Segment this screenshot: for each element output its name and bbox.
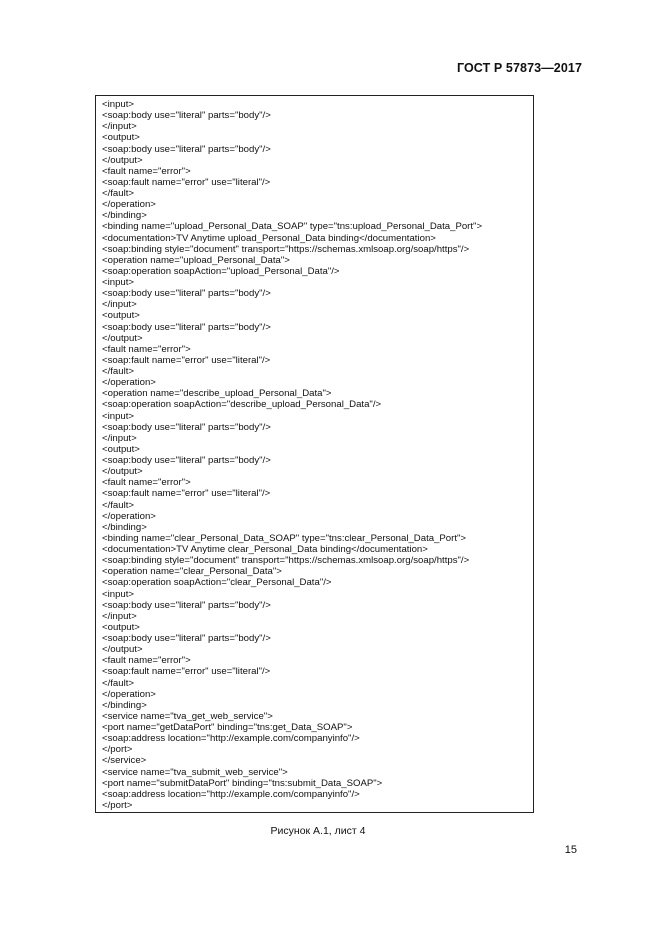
code-line: </input> xyxy=(102,121,137,133)
code-line: </output> xyxy=(102,154,143,166)
code-line: <output> xyxy=(102,621,140,633)
code-line: <fault name="error"> xyxy=(102,655,191,667)
code-line: </port> xyxy=(102,799,133,811)
code-line: <soap:body use="literal" parts="body"/> xyxy=(102,421,271,433)
code-line: <operation name="describe_upload_Personal_Data"> xyxy=(102,388,332,400)
code-line: <soap:fault name="error" use="literal"/> xyxy=(102,354,271,366)
code-line: </binding> xyxy=(102,210,147,222)
code-line: <input> xyxy=(102,277,135,288)
code-line: <soap:body use="literal" parts="body"/> xyxy=(102,455,271,466)
code-line: <port name="getDataPort" binding="tns:get_Data_SOAP"> xyxy=(102,722,353,733)
code-line: <soap:fault name="error" use="literal"/> xyxy=(102,488,271,500)
code-line: <fault name="error"> xyxy=(102,477,191,489)
code-line: <soap:binding style="document" transport="https://schemas.xmlsoap.org/soap/https"/> xyxy=(102,555,470,567)
code-line: </output> xyxy=(102,466,143,478)
code-line: <port name="submitDataPort" binding="tns:submit_Data_SOAP"> xyxy=(102,777,383,789)
code-line: </fault> xyxy=(102,188,135,199)
code-line: </fault> xyxy=(102,499,135,511)
code-line: </fault> xyxy=(102,677,135,689)
code-line: </output> xyxy=(102,644,143,656)
code-line: <soap:operation soapAction="upload_Personal_Data"/> xyxy=(102,265,340,277)
code-line: <soap:operation soapAction="describe_upload_Personal_Data"/> xyxy=(102,399,382,411)
figure-caption-text: Рисунок А.1, лист 4 xyxy=(270,825,366,837)
code-line: <fault name="error"> xyxy=(102,343,191,355)
code-line: <soap:body use="literal" parts="body"/> xyxy=(102,599,271,611)
code-line: </operation> xyxy=(102,199,156,211)
code-line: <output> xyxy=(102,443,140,455)
code-line: <soap:operation soapAction="clear_Personal_Data"/> xyxy=(102,577,332,589)
code-line: </operation> xyxy=(102,377,156,389)
code-line: <soap:body use="literal" parts="body"/> xyxy=(102,321,271,333)
code-line: </output> xyxy=(102,332,143,344)
code-line: <service name="tva_submit_web_service"> xyxy=(102,766,288,778)
document-standard-header: ГОСТ Р 57873—2017 xyxy=(456,61,582,75)
code-line: </operation> xyxy=(102,510,156,522)
code-line: </port> xyxy=(102,744,133,756)
code-line: <soap:fault name="error" use="literal"/> xyxy=(102,176,271,188)
code-line: <input> xyxy=(102,588,135,600)
code-line: <operation name="upload_Personal_Data"> xyxy=(102,254,290,266)
code-line: <soap:address location="http://example.com/companyinfo"/> xyxy=(102,733,360,745)
code-line: <output> xyxy=(102,310,140,322)
code-line: <documentation>TV Anytime clear_Personal_Data binding</documentation> xyxy=(102,544,428,555)
code-line: </input> xyxy=(102,299,137,311)
code-line: </binding> xyxy=(102,699,147,711)
code-line: <documentation>TV Anytime upload_Personal_Data binding</documentation> xyxy=(102,232,436,244)
code-line: <input> xyxy=(102,410,135,422)
code-line: </input> xyxy=(102,610,137,622)
code-line: <binding name="upload_Personal_Data_SOAP" type="tns:upload_Personal_Data_Port"> xyxy=(102,221,483,233)
figure-caption xyxy=(0,825,661,837)
code-listing-box xyxy=(95,95,534,813)
code-line: </operation> xyxy=(102,688,156,700)
code-line: <soap:address location="http://example.com/companyinfo"/> xyxy=(102,788,360,800)
code-line: <soap:body use="literal" parts="body"/> xyxy=(102,110,271,122)
code-line: <fault name="error"> xyxy=(102,165,191,177)
code-line: <soap:fault name="error" use="literal"/> xyxy=(102,666,271,678)
code-line: <service name="tva_get_web_service"> xyxy=(102,710,273,722)
page-number: 15 xyxy=(564,844,577,856)
code-line: </fault> xyxy=(102,366,135,377)
code-line: </input> xyxy=(102,432,137,444)
code-line: <soap:body use="literal" parts="body"/> xyxy=(102,143,271,155)
code-line: <binding name="clear_Personal_Data_SOAP" type="tns:clear_Personal_Data_Port"> xyxy=(102,532,467,544)
code-line: <output> xyxy=(102,132,140,144)
code-line: </binding> xyxy=(102,521,147,533)
code-line: <operation name="clear_Personal_Data"> xyxy=(102,566,282,578)
code-line: </service> xyxy=(102,755,147,767)
code-line: <soap:body use="literal" parts="body"/> xyxy=(102,633,271,644)
code-line: <input> xyxy=(102,99,135,110)
code-line: <soap:body use="literal" parts="body"/> xyxy=(102,288,271,300)
code-line: <soap:binding style="document" transport="https://schemas.xmlsoap.org/soap/https"/> xyxy=(102,243,470,255)
